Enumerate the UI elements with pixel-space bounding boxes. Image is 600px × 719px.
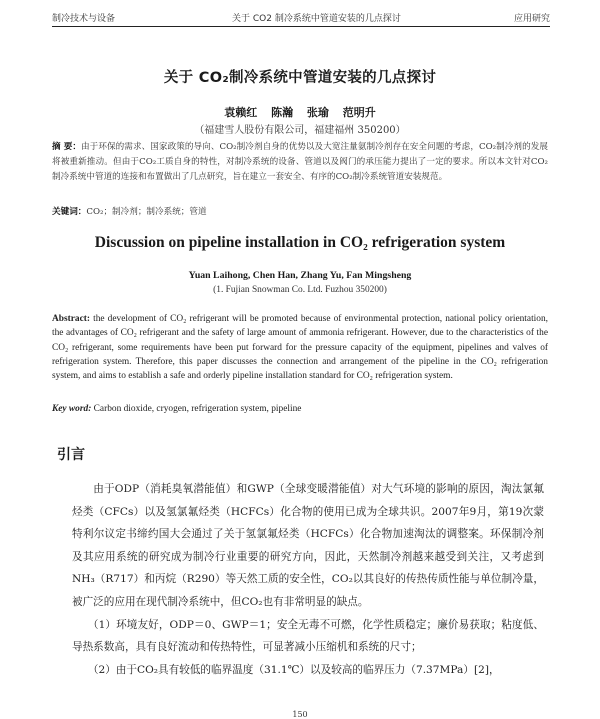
english-abstract-label: Abstract: (52, 314, 91, 324)
chinese-affiliation: （福建雪人股份有限公司，福建福州 350200） (194, 125, 406, 136)
body-list-item: （2）由于CO₂具有较低的临界温度（31.1℃）以及较高的临界压力（7.37MPa）[2]， (87, 663, 500, 676)
header-journal: 制冷技术与设备 (52, 14, 116, 24)
english-abstract-text: the development of CO₂ refrigerant will be promoted because of environmental protection, national policy orientation, the advantages of CO₂ refrigerant and the safety of large amount of ammonia refrigerant. However, due to the characteristics of the CO₂ refrigerant, some requirements have been put forward for the pressure capacity of the equipment, pipelines and valves of refrigeration system. Therefore, this paper discusses the connection and arrangement of the pipeline in the CO₂ refrigeration system, and aims to establish a safe and orderly pipeline installation standard for CO₂ refrigeration system. (52, 314, 548, 382)
body-paragraph: 由于ODP（消耗臭氧潜能值）和GWP（全球变暖潜能值）对大气环境的影响的原因，淘汰氯氟烃类（CFCs）以及氢氯氟烃类（HCFCs）化合物的使用已成为全球共识。2007年9月，第19次蒙特利尔议定书缔约国大会通过了关于氢氯氟烃类（HCFCs）化合物加速淘汰的调整案。环保制冷剂及其应用系统的研究成为制冷行业重要的研究方向，因此，天然制冷剂越来越受到关注，又考虑到NH₃（R717）和丙烷（R290）等天然工质的安全性，CO₂以其良好的传热传质性能与单位制冷量，被广泛的应用在现代制冷系统中，但CO₂也有非常明显的缺点。 (72, 483, 544, 608)
chinese-abstract-text: 由于环保的需求、国家政策的导向、CO₂制冷剂自身的优势以及大宽注量氨制冷剂存在安全问题的考虑，CO₂制冷剂的发展将被重新推动。但由于CO₂工质自身的特性，对制冷系统的设备、管道以及阀门的承压能力提出了一定的要求。所以本文针对CO₂制冷系统中管道的连接和布置做出了几点研究，旨在建立一套安全、有序的CO₂制冷系统管道安装规范。 (52, 142, 548, 182)
introduction-body (72, 478, 544, 681)
chinese-keywords-text: CO₂；制冷剂；制冷系统；管道 (86, 207, 207, 217)
chinese-authors: 袁赖红 陈瀚 张瑜 范明升 (224, 106, 376, 119)
body-list-item: （1）环境友好，ODP＝0、GWP＝1；安全无毒不可燃，化学性质稳定；廉价易获取；粘度低、导热系数高，具有良好流动和传热特性，可显著减小压缩机和系统的尺寸； (72, 618, 544, 654)
section-heading-introduction: 引言 (57, 447, 85, 463)
english-abstract (52, 312, 548, 383)
english-title: Discussion on pipeline installation in CO₂ refrigeration system (94, 234, 506, 251)
chinese-abstract (52, 140, 548, 185)
header-article-title: 关于 CO2 制冷系统中管道安装的几点探讨 (232, 14, 401, 24)
english-keywords-label: Key word: (52, 404, 92, 414)
chinese-abstract-label: 摘 要： (52, 142, 82, 152)
chinese-keywords-label: 关键词： (52, 207, 87, 217)
header-section: 应用研究 (513, 14, 550, 24)
chinese-title: 关于 CO₂制冷系统中管道安装的几点探讨 (163, 70, 437, 86)
english-keywords (52, 404, 548, 414)
english-authors: Yuan Laihong, Chen Han, Zhang Yu, Fan Mingsheng (188, 270, 412, 281)
running-header (52, 8, 550, 27)
chinese-keywords (52, 205, 548, 217)
english-keywords-text: Carbon dioxide, cryogen, refrigeration system, pipeline (91, 404, 302, 414)
english-affiliation: (1. Fujian Snowman Co. Ltd. Fuzhou 350200) (213, 285, 387, 295)
page-number: 150 (292, 710, 308, 719)
